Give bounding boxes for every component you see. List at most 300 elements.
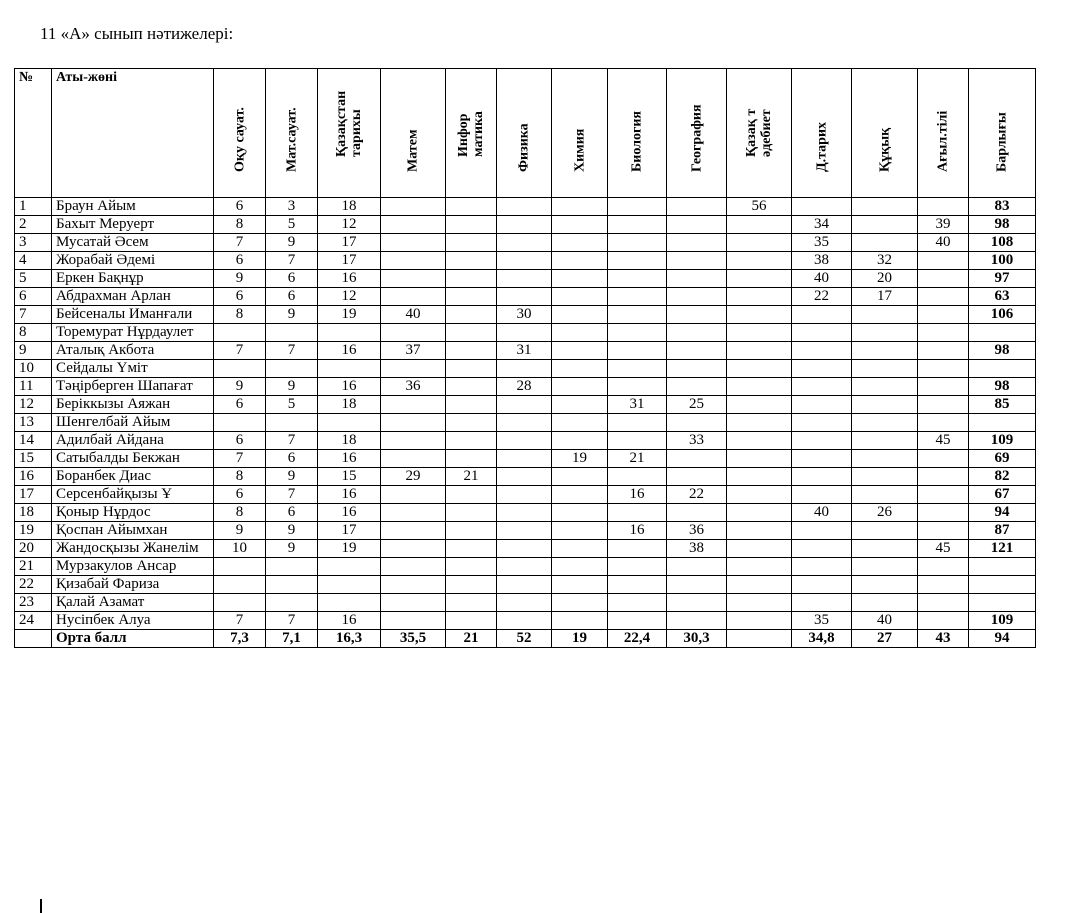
header-total <box>969 69 1036 198</box>
score-cell: 18 <box>318 396 381 414</box>
header-subject <box>318 69 381 198</box>
table-row <box>15 252 1036 270</box>
score-cell <box>608 324 667 342</box>
score-cell <box>727 576 792 594</box>
score-cell: 18 <box>318 432 381 450</box>
score-cell <box>852 378 918 396</box>
score-cell <box>552 216 608 234</box>
score-cell <box>381 432 446 450</box>
score-cell: 17 <box>318 252 381 270</box>
student-name: Қизабай Фариза <box>52 576 214 594</box>
score-cell: 6 <box>214 198 266 216</box>
header-subject <box>381 69 446 198</box>
score-cell: 16 <box>318 612 381 630</box>
row-number: 18 <box>15 504 52 522</box>
score-cell: 16 <box>318 270 381 288</box>
score-cell <box>918 612 969 630</box>
header-subject <box>727 69 792 198</box>
student-name: Адилбай Айдана <box>52 432 214 450</box>
score-cell <box>446 342 497 360</box>
score-cell: 32 <box>852 252 918 270</box>
score-cell <box>381 504 446 522</box>
total-cell: 85 <box>969 396 1036 414</box>
table-row <box>15 414 1036 432</box>
student-name: Сатыбалды Бекжан <box>52 450 214 468</box>
score-cell <box>318 558 381 576</box>
score-cell: 17 <box>318 234 381 252</box>
score-cell: 6 <box>214 396 266 414</box>
score-cell <box>381 288 446 306</box>
score-cell <box>727 342 792 360</box>
score-cell <box>552 378 608 396</box>
score-cell <box>792 486 852 504</box>
score-cell <box>667 198 727 216</box>
table-row <box>15 522 1036 540</box>
score-cell <box>497 504 552 522</box>
header-subject <box>667 69 727 198</box>
score-cell <box>552 198 608 216</box>
header-subject <box>446 69 497 198</box>
header-subject-label: Құқық <box>877 127 892 172</box>
score-cell <box>918 486 969 504</box>
score-cell <box>318 360 381 378</box>
score-cell: 29 <box>381 468 446 486</box>
score-cell <box>552 522 608 540</box>
score-cell: 19 <box>318 540 381 558</box>
row-number: 12 <box>15 396 52 414</box>
score-cell <box>667 378 727 396</box>
score-cell <box>918 306 969 324</box>
score-cell <box>552 540 608 558</box>
score-cell <box>266 324 318 342</box>
score-cell <box>608 468 667 486</box>
score-cell <box>792 378 852 396</box>
score-cell <box>497 468 552 486</box>
score-cell: 38 <box>667 540 727 558</box>
score-cell <box>381 558 446 576</box>
total-cell: 109 <box>969 612 1036 630</box>
score-cell <box>918 270 969 288</box>
score-cell <box>727 306 792 324</box>
row-number: 5 <box>15 270 52 288</box>
student-name: Жандосқызы Жанелім <box>52 540 214 558</box>
header-subject <box>497 69 552 198</box>
score-cell <box>552 252 608 270</box>
total-cell: 63 <box>969 288 1036 306</box>
row-number: 22 <box>15 576 52 594</box>
score-cell <box>667 270 727 288</box>
score-cell <box>608 594 667 612</box>
score-cell <box>918 342 969 360</box>
score-cell <box>446 504 497 522</box>
row-number: 8 <box>15 324 52 342</box>
student-name: Сейдалы Үміт <box>52 360 214 378</box>
score-cell: 8 <box>214 468 266 486</box>
score-cell <box>792 540 852 558</box>
score-cell <box>446 612 497 630</box>
score-cell: 31 <box>608 396 667 414</box>
average-cell: 35,5 <box>381 630 446 648</box>
score-cell: 6 <box>214 252 266 270</box>
score-cell <box>792 522 852 540</box>
score-cell: 5 <box>266 396 318 414</box>
table-row <box>15 216 1036 234</box>
score-cell <box>381 612 446 630</box>
score-cell <box>497 594 552 612</box>
score-cell <box>446 450 497 468</box>
score-cell <box>446 216 497 234</box>
score-cell: 31 <box>497 342 552 360</box>
score-cell <box>852 558 918 576</box>
score-cell <box>552 576 608 594</box>
average-cell: 43 <box>918 630 969 648</box>
score-cell: 6 <box>266 288 318 306</box>
score-cell <box>852 450 918 468</box>
score-cell: 40 <box>792 270 852 288</box>
score-cell <box>918 288 969 306</box>
score-cell <box>727 432 792 450</box>
score-cell: 7 <box>266 252 318 270</box>
score-cell <box>552 288 608 306</box>
total-cell: 97 <box>969 270 1036 288</box>
total-cell <box>969 576 1036 594</box>
score-cell <box>608 198 667 216</box>
average-cell: 21 <box>446 630 497 648</box>
student-name: Бейсеналы Иманғали <box>52 306 214 324</box>
score-cell: 8 <box>214 504 266 522</box>
score-cell <box>852 360 918 378</box>
score-cell <box>727 288 792 306</box>
score-cell <box>608 576 667 594</box>
score-cell <box>608 612 667 630</box>
score-cell: 37 <box>381 342 446 360</box>
student-name: Браун Айым <box>52 198 214 216</box>
score-cell: 7 <box>214 234 266 252</box>
results-body <box>15 198 1036 648</box>
student-name: Аталық Акбота <box>52 342 214 360</box>
average-cell: 34,8 <box>792 630 852 648</box>
score-cell <box>446 576 497 594</box>
average-cell: 7,1 <box>266 630 318 648</box>
score-cell <box>667 504 727 522</box>
header-subject <box>918 69 969 198</box>
score-cell <box>381 252 446 270</box>
score-cell: 34 <box>792 216 852 234</box>
score-cell <box>608 504 667 522</box>
row-number: 24 <box>15 612 52 630</box>
score-cell <box>446 378 497 396</box>
score-cell: 36 <box>381 378 446 396</box>
score-cell <box>552 360 608 378</box>
student-name: Беріккызы Аяжан <box>52 396 214 414</box>
score-cell <box>446 306 497 324</box>
score-cell <box>266 414 318 432</box>
score-cell: 28 <box>497 378 552 396</box>
score-cell: 45 <box>918 540 969 558</box>
score-cell <box>918 576 969 594</box>
score-cell: 8 <box>214 306 266 324</box>
score-cell: 7 <box>266 342 318 360</box>
table-row <box>15 486 1036 504</box>
table-row <box>15 342 1036 360</box>
score-cell <box>852 522 918 540</box>
score-cell <box>497 216 552 234</box>
total-cell: 82 <box>969 468 1036 486</box>
header-subject-label: Физика <box>516 123 532 172</box>
score-cell: 5 <box>266 216 318 234</box>
score-cell <box>727 612 792 630</box>
row-number: 21 <box>15 558 52 576</box>
row-number: 4 <box>15 252 52 270</box>
score-cell: 30 <box>497 306 552 324</box>
header-subject <box>608 69 667 198</box>
score-cell: 18 <box>318 198 381 216</box>
score-cell <box>727 396 792 414</box>
score-cell <box>667 558 727 576</box>
score-cell: 9 <box>266 234 318 252</box>
score-cell <box>381 522 446 540</box>
average-number-cell <box>15 630 52 648</box>
score-cell <box>727 252 792 270</box>
row-number: 9 <box>15 342 52 360</box>
average-row <box>15 630 1036 648</box>
student-name: Шенгелбай Айым <box>52 414 214 432</box>
score-cell: 7 <box>214 612 266 630</box>
table-row <box>15 324 1036 342</box>
score-cell <box>727 486 792 504</box>
score-cell: 35 <box>792 612 852 630</box>
score-cell: 9 <box>266 306 318 324</box>
table-row <box>15 306 1036 324</box>
score-cell: 16 <box>318 450 381 468</box>
score-cell <box>608 288 667 306</box>
score-cell: 7 <box>266 432 318 450</box>
score-cell <box>214 324 266 342</box>
score-cell <box>792 360 852 378</box>
score-cell <box>608 558 667 576</box>
score-cell <box>552 432 608 450</box>
score-cell: 6 <box>214 486 266 504</box>
score-cell <box>552 324 608 342</box>
score-cell <box>552 486 608 504</box>
score-cell <box>446 594 497 612</box>
score-cell <box>918 522 969 540</box>
score-cell: 19 <box>552 450 608 468</box>
score-cell <box>667 360 727 378</box>
score-cell <box>918 414 969 432</box>
score-cell <box>852 342 918 360</box>
score-cell <box>214 558 266 576</box>
header-subject <box>792 69 852 198</box>
score-cell <box>727 468 792 486</box>
average-cell: 22,4 <box>608 630 667 648</box>
header-subject <box>214 69 266 198</box>
score-cell <box>608 540 667 558</box>
header-subject-label: География <box>689 104 704 172</box>
score-cell <box>497 414 552 432</box>
score-cell <box>918 360 969 378</box>
score-cell <box>852 306 918 324</box>
score-cell <box>727 450 792 468</box>
score-cell: 8 <box>214 216 266 234</box>
score-cell: 45 <box>918 432 969 450</box>
student-name: Боранбек Диас <box>52 468 214 486</box>
student-name: Серсенбайқызы Ұ <box>52 486 214 504</box>
header-subject-label: Матем <box>405 129 421 172</box>
score-cell <box>918 378 969 396</box>
score-cell <box>446 198 497 216</box>
score-cell <box>792 324 852 342</box>
text-cursor <box>40 899 42 913</box>
score-cell <box>608 432 667 450</box>
score-cell <box>792 432 852 450</box>
score-cell <box>497 432 552 450</box>
score-cell <box>727 522 792 540</box>
average-cell: 19 <box>552 630 608 648</box>
score-cell <box>381 450 446 468</box>
score-cell: 16 <box>318 378 381 396</box>
score-cell <box>446 522 497 540</box>
row-number: 14 <box>15 432 52 450</box>
score-cell <box>381 414 446 432</box>
table-row <box>15 450 1036 468</box>
student-name: Қоспан Айымхан <box>52 522 214 540</box>
score-cell: 16 <box>318 504 381 522</box>
row-number: 20 <box>15 540 52 558</box>
average-cell: 27 <box>852 630 918 648</box>
total-cell: 121 <box>969 540 1036 558</box>
score-cell: 20 <box>852 270 918 288</box>
score-cell <box>792 306 852 324</box>
document-title: 11 «А» сынып нәтижелері: <box>40 24 234 43</box>
table-row <box>15 612 1036 630</box>
table-row <box>15 594 1036 612</box>
score-cell: 19 <box>318 306 381 324</box>
score-cell <box>552 342 608 360</box>
score-cell <box>497 234 552 252</box>
score-cell <box>852 396 918 414</box>
score-cell <box>552 396 608 414</box>
score-cell <box>792 450 852 468</box>
table-row <box>15 432 1036 450</box>
score-cell: 21 <box>608 450 667 468</box>
score-cell: 7 <box>266 486 318 504</box>
score-cell <box>667 450 727 468</box>
score-cell <box>266 360 318 378</box>
score-cell <box>381 198 446 216</box>
score-cell <box>608 216 667 234</box>
header-subject-label: Ағыл.тілі <box>935 110 951 172</box>
table-row <box>15 288 1036 306</box>
score-cell: 33 <box>667 432 727 450</box>
score-cell <box>918 324 969 342</box>
score-cell <box>381 396 446 414</box>
score-cell: 16 <box>318 486 381 504</box>
score-cell: 9 <box>214 522 266 540</box>
score-cell: 9 <box>266 378 318 396</box>
total-cell: 94 <box>969 504 1036 522</box>
score-cell <box>497 324 552 342</box>
score-cell: 16 <box>608 486 667 504</box>
total-cell <box>969 594 1036 612</box>
row-number: 16 <box>15 468 52 486</box>
score-cell <box>497 486 552 504</box>
score-cell <box>852 540 918 558</box>
header-total-label: Барлығы <box>994 112 1010 172</box>
total-cell: 87 <box>969 522 1036 540</box>
header-number: № <box>15 69 52 198</box>
score-cell <box>446 252 497 270</box>
student-name: Мусатай Әсем <box>52 234 214 252</box>
score-cell <box>446 540 497 558</box>
average-cell: 30,3 <box>667 630 727 648</box>
score-cell <box>552 234 608 252</box>
score-cell <box>792 576 852 594</box>
score-cell <box>727 216 792 234</box>
student-name: Қоныр Нұрдос <box>52 504 214 522</box>
row-number: 19 <box>15 522 52 540</box>
score-cell <box>667 612 727 630</box>
score-cell <box>852 594 918 612</box>
header-subject-label: Инфор матика <box>456 111 486 157</box>
score-cell <box>381 234 446 252</box>
score-cell <box>667 252 727 270</box>
score-cell <box>918 252 969 270</box>
score-cell <box>497 360 552 378</box>
score-cell <box>852 576 918 594</box>
score-cell: 6 <box>266 504 318 522</box>
score-cell <box>792 594 852 612</box>
results-table <box>14 68 1036 648</box>
row-number: 15 <box>15 450 52 468</box>
score-cell <box>497 198 552 216</box>
score-cell <box>852 432 918 450</box>
score-cell: 9 <box>266 522 318 540</box>
row-number: 13 <box>15 414 52 432</box>
student-name: Еркен Бақнұр <box>52 270 214 288</box>
score-cell <box>608 234 667 252</box>
score-cell <box>852 468 918 486</box>
score-cell: 22 <box>667 486 727 504</box>
score-cell <box>792 468 852 486</box>
score-cell: 9 <box>214 378 266 396</box>
score-cell: 17 <box>852 288 918 306</box>
score-cell: 21 <box>446 468 497 486</box>
score-cell: 40 <box>852 612 918 630</box>
score-cell <box>552 468 608 486</box>
score-cell: 35 <box>792 234 852 252</box>
score-cell <box>381 576 446 594</box>
score-cell <box>918 558 969 576</box>
score-cell <box>446 360 497 378</box>
row-number: 10 <box>15 360 52 378</box>
score-cell: 26 <box>852 504 918 522</box>
score-cell <box>667 306 727 324</box>
score-cell <box>497 252 552 270</box>
score-cell <box>552 306 608 324</box>
score-cell <box>446 288 497 306</box>
score-cell: 40 <box>918 234 969 252</box>
total-cell: 69 <box>969 450 1036 468</box>
table-row <box>15 558 1036 576</box>
score-cell: 36 <box>667 522 727 540</box>
score-cell <box>918 450 969 468</box>
header-subject-label: Мат.сауат. <box>284 107 299 172</box>
score-cell <box>852 198 918 216</box>
student-name: Тәңірберген Шапағат <box>52 378 214 396</box>
score-cell <box>667 288 727 306</box>
score-cell <box>266 558 318 576</box>
